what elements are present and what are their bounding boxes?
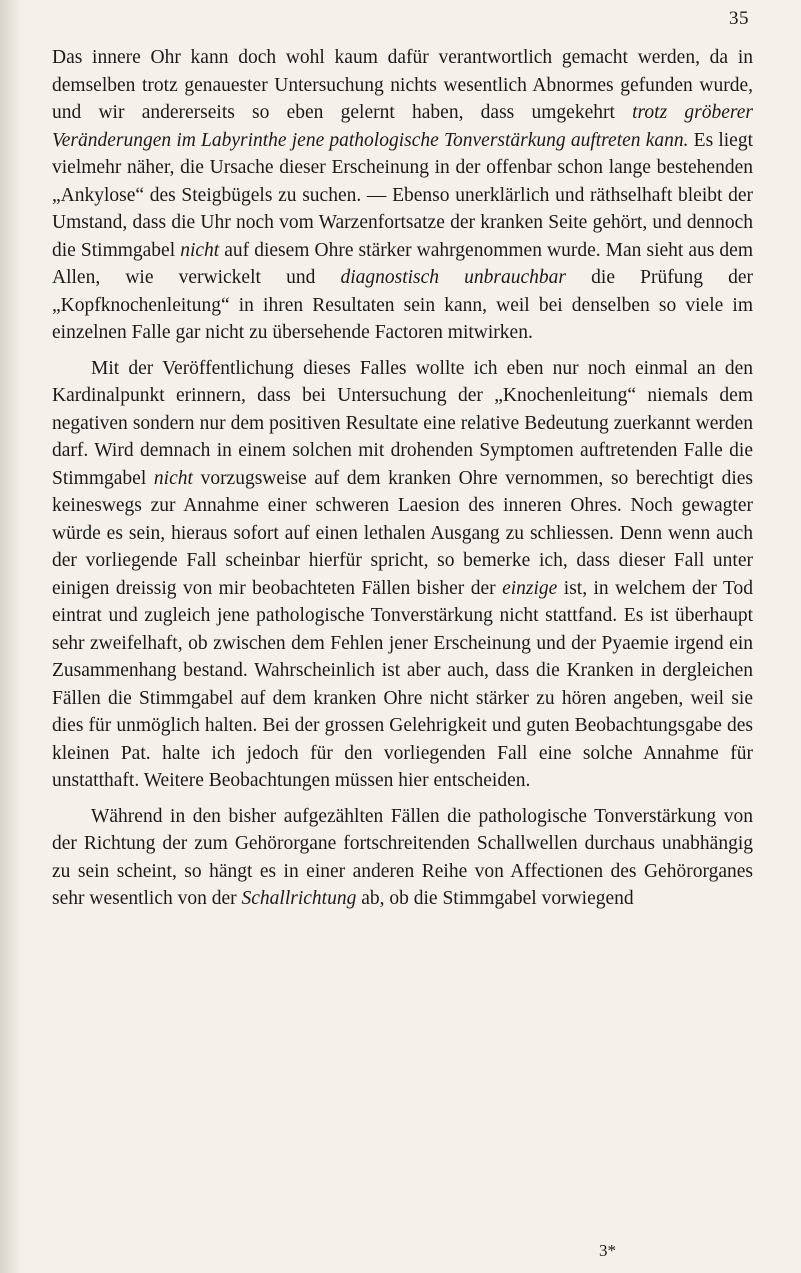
italic-run: nicht bbox=[180, 239, 220, 261]
italic-run: Schallrichtung bbox=[241, 888, 357, 909]
signature-mark: 3* bbox=[599, 1241, 616, 1260]
page-gutter-shadow bbox=[0, 0, 22, 1273]
text-run: ab, ob die Stimmgabel vorwiegend bbox=[356, 888, 634, 909]
text-run: die Prüfung der „Kopfknochenleitung“ in ihren Resultaten sein kann, weil bei denselben so viele im einzelnen Falle gar nicht zu übersehende Factoren mitwirken. bbox=[52, 267, 753, 343]
italic-run: einzige bbox=[502, 577, 558, 599]
italic-run: nicht bbox=[153, 467, 193, 489]
paragraph-3 bbox=[52, 803, 753, 913]
text-run: Das innere Ohr kann doch wohl kaum dafür verantwortlich gemacht werden, da in demselben trotz genauester Untersuchung nichts wesentlich Abnormes gefunden wurde, und wir andererseits so eben gelernt haben, dass umgekehrt bbox=[52, 47, 753, 123]
text-run: vorzugsweise auf dem kranken Ohre vernommen, so berechtigt dies keineswegs zur Annahme einer schweren Laesion des inneren Ohres. Noch gewagter würde es sein, hieraus sofort auf einen lethalen Ausgang zu schliessen. Denn wenn auch der vorliegende Fall scheinbar hierfür spricht, so bemerke ich, dass dieser Fall unter einigen dreissig von mir beobachteten Fällen bisher der bbox=[52, 467, 753, 599]
text-run: Mit der Veröffentlichung dieses Falles wollte ich eben nur noch einmal an den Kardinalpunkt erinnern, dass bei Untersuchung der „Knochenleitung“ niemals dem negativen sondern nur dem positiven Resultate eine relative Bedeutung zuerkannt werden darf. Wird demnach in einem solchen mit drohenden Symptomen auftretenden Falle die Stimmgabel bbox=[52, 357, 753, 489]
text-run: ist, in welchem der Tod eintrat und zugleich jene pathologische Tonverstärkung nicht stattfand. Es ist überhaupt sehr zweifelhaft, ob zwischen dem Fehlen jener Erscheinung und der Pyaemie irgend ein Zusammenhang bestand. Wahrscheinlich ist aber auch, dass die Kranken in dergleichen Fällen die Stimmgabel auf dem kranken Ohre nicht stärker zu hören angeben, weil sie dies für unmöglich halten. Bei der grossen Gelehrigkeit und guten Beobachtungsgabe des kleinen Pat. halte ich jedoch für den vorliegenden Fall eine solche Annahme für unstatthaft. Weitere Beobachtungen müssen hier entscheiden. bbox=[52, 577, 753, 791]
paragraph-2 bbox=[52, 355, 753, 795]
italic-run: trotz gröberer Veränderungen im Labyrinthe jene pathologische Tonverstärkung auftreten kann. bbox=[52, 102, 753, 151]
text-run: Während in den bisher aufgezählten Fällen die pathologische Tonverstärkung von der Richtung der zum Gehörorgane fortschreitenden Schallwellen durchaus unabhängig zu sein scheint, so hängt es in einer anderen Reihe von Affectionen des Gehörorganes sehr wesentlich von der bbox=[52, 805, 753, 909]
text-run: Es liegt vielmehr näher, die Ursache dieser Erscheinung in der offenbar schon lange bestehenden „Ankylose“ des Steigbügels zu suchen. — Ebenso unerklärlich und räthselhaft bleibt der Umstand, dass die Uhr noch vom Warzenfortsatze der kranken Seite gehört, und dennoch die Stimmgabel bbox=[52, 129, 753, 261]
italic-run: diagnostisch unbrauchbar bbox=[340, 267, 567, 288]
body-text bbox=[52, 44, 753, 913]
page-number: 35 bbox=[729, 8, 749, 29]
paragraph-1 bbox=[52, 44, 753, 347]
text-run: auf diesem Ohre stärker wahrgenommen wurde. Man sieht aus dem Allen, wie verwickelt und bbox=[52, 239, 754, 288]
